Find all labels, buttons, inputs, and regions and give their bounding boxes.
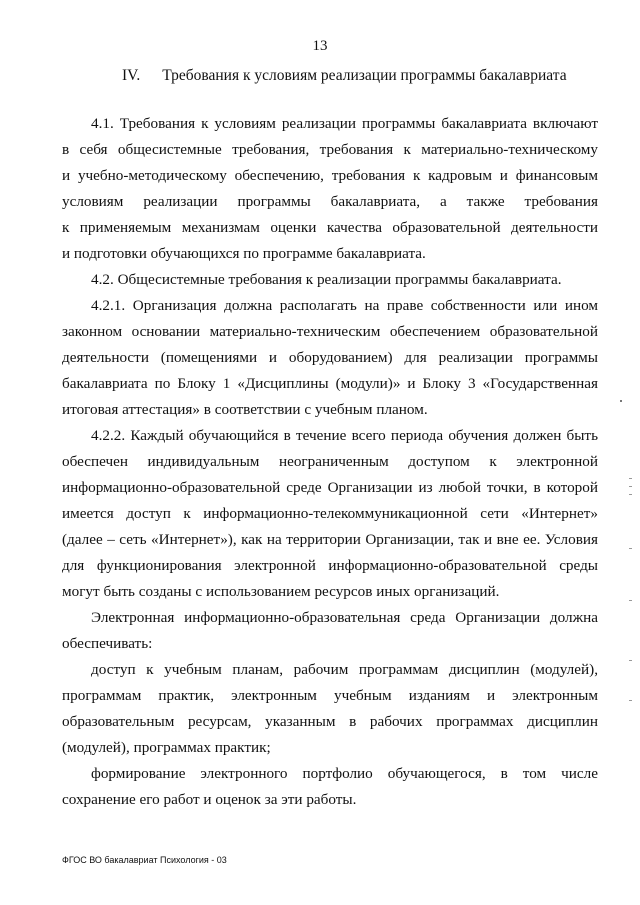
paragraph-line: имеется доступ к информационно-телекоммуникационной сети «Интернет» bbox=[62, 505, 598, 522]
margin-mark bbox=[629, 600, 632, 601]
paragraph-line: формирование электронного портфолио обучающегося, в том числе bbox=[91, 765, 598, 782]
paragraph-line: Электронная информационно-образовательная среда Организации должна bbox=[91, 609, 598, 626]
paragraph-line: информационно-образовательной среде Организации из любой точки, в которой bbox=[62, 479, 598, 496]
margin-mark bbox=[620, 400, 622, 402]
paragraph-line: в себя общесистемные требования, требования к материально-техническому bbox=[62, 141, 598, 158]
paragraph-line: для функционирования электронной информационно-образовательной среды bbox=[62, 557, 598, 574]
paragraph-line: законном основании материально-техническим обеспечением образовательной bbox=[62, 323, 598, 340]
section-numeral: IV. bbox=[122, 67, 141, 84]
paragraph-line: и учебно-методическому обеспечению, требования к кадровым и финансовым bbox=[62, 167, 598, 184]
section-title: Требования к условиям реализации программы бакалавриата bbox=[162, 67, 567, 84]
margin-mark bbox=[629, 486, 632, 487]
paragraph-line: 4.2. Общесистемные требования к реализации программы бакалавриата. bbox=[91, 271, 562, 288]
margin-mark bbox=[629, 494, 632, 495]
paragraph-line: программам практик, электронным учебным изданиям и электронным bbox=[62, 687, 598, 704]
paragraph-line: обеспечен индивидуальным неограниченным доступом к электронной bbox=[62, 453, 598, 470]
paragraph-line: условиям реализации программы бакалавриата, а также требования bbox=[62, 193, 598, 210]
paragraph-line: 4.2.2. Каждый обучающийся в течение всего периода обучения должен быть bbox=[91, 427, 598, 444]
footer-text: ФГОС ВО бакалавриат Психология - 03 bbox=[62, 855, 227, 865]
margin-mark bbox=[629, 700, 632, 701]
page-number: 13 bbox=[312, 38, 328, 54]
paragraph-line: образовательным ресурсам, указанным в рабочих программах дисциплин bbox=[62, 713, 598, 730]
paragraph-line: бакалавриата по Блоку 1 «Дисциплины (модули)» и Блоку 3 «Государственная bbox=[62, 375, 598, 392]
paragraph-line: (модулей), программах практик; bbox=[62, 739, 271, 756]
margin-mark bbox=[629, 660, 632, 661]
paragraph-line: могут быть созданы с использованием ресурсов иных организаций. bbox=[62, 583, 500, 600]
paragraph-line: 4.1. Требования к условиям реализации программы бакалавриата включают bbox=[91, 115, 598, 132]
paragraph-line: деятельности (помещениями и оборудованием) для реализации программы bbox=[62, 349, 598, 366]
paragraph-line: сохранение его работ и оценок за эти работы. bbox=[62, 791, 357, 808]
paragraph-line: обеспечивать: bbox=[62, 635, 153, 652]
paragraph-line: (далее – сеть «Интернет»), как на территории Организации, так и вне ее. Условия bbox=[62, 531, 598, 548]
margin-mark bbox=[629, 548, 632, 549]
paragraph-line: доступ к учебным планам, рабочим программам дисциплин (модулей), bbox=[91, 661, 598, 678]
paragraph-line: 4.2.1. Организация должна располагать на праве собственности или ином bbox=[91, 297, 598, 314]
paragraph-line: и подготовки обучающихся по программе бакалавриата. bbox=[62, 245, 426, 262]
section-heading bbox=[122, 67, 567, 85]
paragraph-line: к применяемым механизмам оценки качества образовательной деятельности bbox=[62, 219, 598, 236]
margin-mark bbox=[629, 478, 632, 479]
paragraph-line: итоговая аттестация» в соответствии с учебным планом. bbox=[62, 401, 428, 418]
